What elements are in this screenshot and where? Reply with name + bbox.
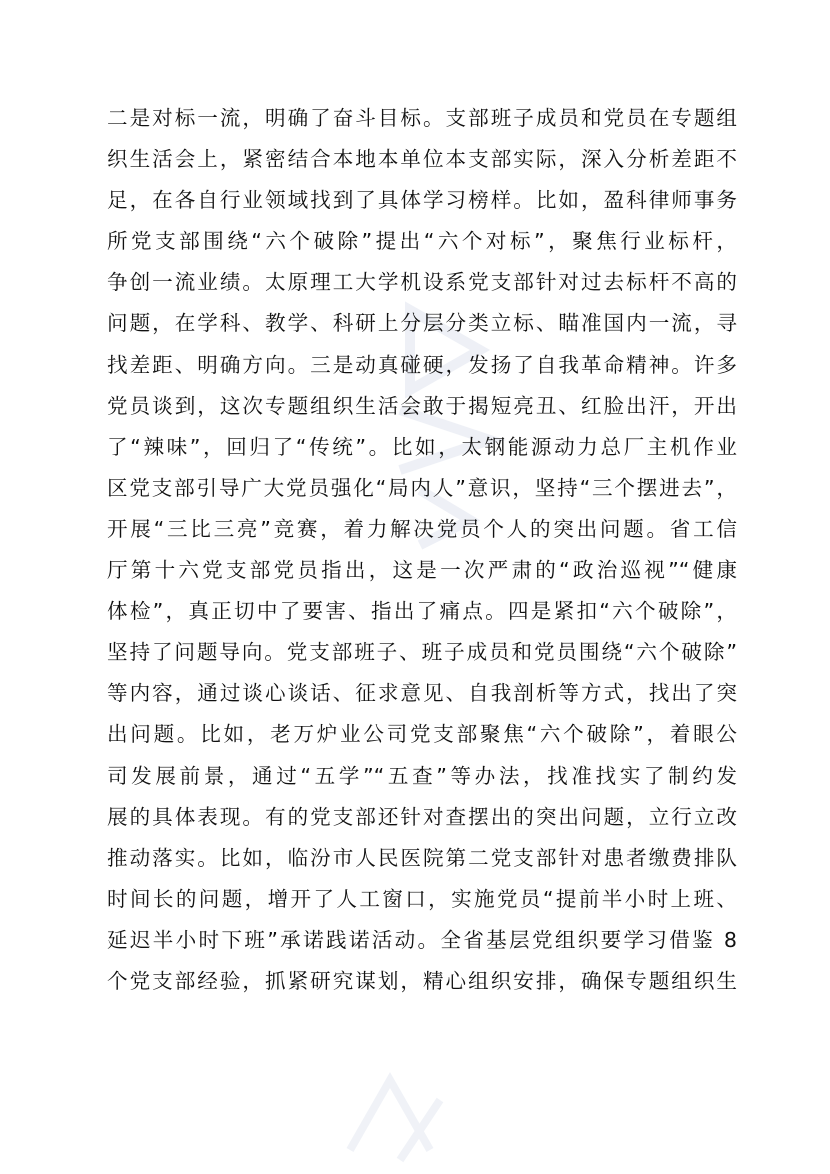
text-line: 开展“三比三亮”竞赛，着力解决党员个人的突出问题。省工信 [107, 516, 737, 541]
text-line: 争创一流业绩。太原理工大学机设系党支部针对过去标杆不高的 [107, 270, 737, 295]
text-line: 延迟半小时下班”承诺践诺活动。全省基层党组织要学习借鉴 8 [107, 927, 737, 952]
text-line: 厅第十六党支部党员指出，这是一次严肃的“政治巡视”“健康 [107, 558, 737, 583]
text-line: 展的具体表现。有的党支部还针对查摆出的突出问题，立行立改 [107, 804, 737, 829]
text-line: 等内容，通过谈心谈话、征求意见、自我剖析等方式，找出了突 [107, 681, 737, 706]
text-line: 所党支部围绕“六个破除”提出“六个对标”，聚焦行业标杆， [107, 229, 737, 254]
text-line: 出问题。比如，老万炉业公司党支部聚焦“六个破除”，着眼公 [107, 722, 737, 747]
text-line: 织生活会上，紧密结合本地本单位本支部实际，深入分析差距不 [107, 147, 737, 172]
text-line: 体检”，真正切中了要害、指出了痛点。四是紧扣“六个破除”， [107, 599, 737, 624]
text-line: 问题，在学科、教学、科研上分层分类立标、瞄准国内一流，寻 [107, 311, 737, 336]
text-line: 党员谈到，这次专题组织生活会敢于揭短亮丑、红脸出汗，开出 [107, 393, 737, 418]
text-line: 司发展前景，通过“五学”“五查”等办法，找准找实了制约发 [107, 763, 737, 788]
text-line: 个党支部经验，抓紧研究谋划，精心组织安排，确保专题组织生 [107, 968, 737, 993]
text-line: 足，在各自行业领域找到了具体学习榜样。比如，盈科律师事务 [107, 188, 737, 213]
text-line: 时间长的问题，增开了人工窗口，实施党员“提前半小时上班、 [107, 886, 737, 911]
watermark-graphic-lower [330, 1060, 460, 1170]
body-text [107, 98, 737, 1002]
text-line: 推动落实。比如，临汾市人民医院第二党支部针对患者缴费排队 [107, 845, 737, 870]
text-line: 区党支部引导广大党员强化“局内人”意识，坚持“三个摆进去”， [107, 475, 737, 500]
text-line: 了“辣味”，回归了“传统”。比如，太钢能源动力总厂主机作业 [107, 434, 737, 459]
text-line: 二是对标一流，明确了奋斗目标。支部班子成员和党员在专题组 [107, 106, 737, 130]
text-line: 找差距、明确方向。三是动真碰硬，发扬了自我革命精神。许多 [107, 352, 737, 377]
text-line: 坚持了问题导向。党支部班子、班子成员和党员围绕“六个破除” [107, 640, 737, 665]
